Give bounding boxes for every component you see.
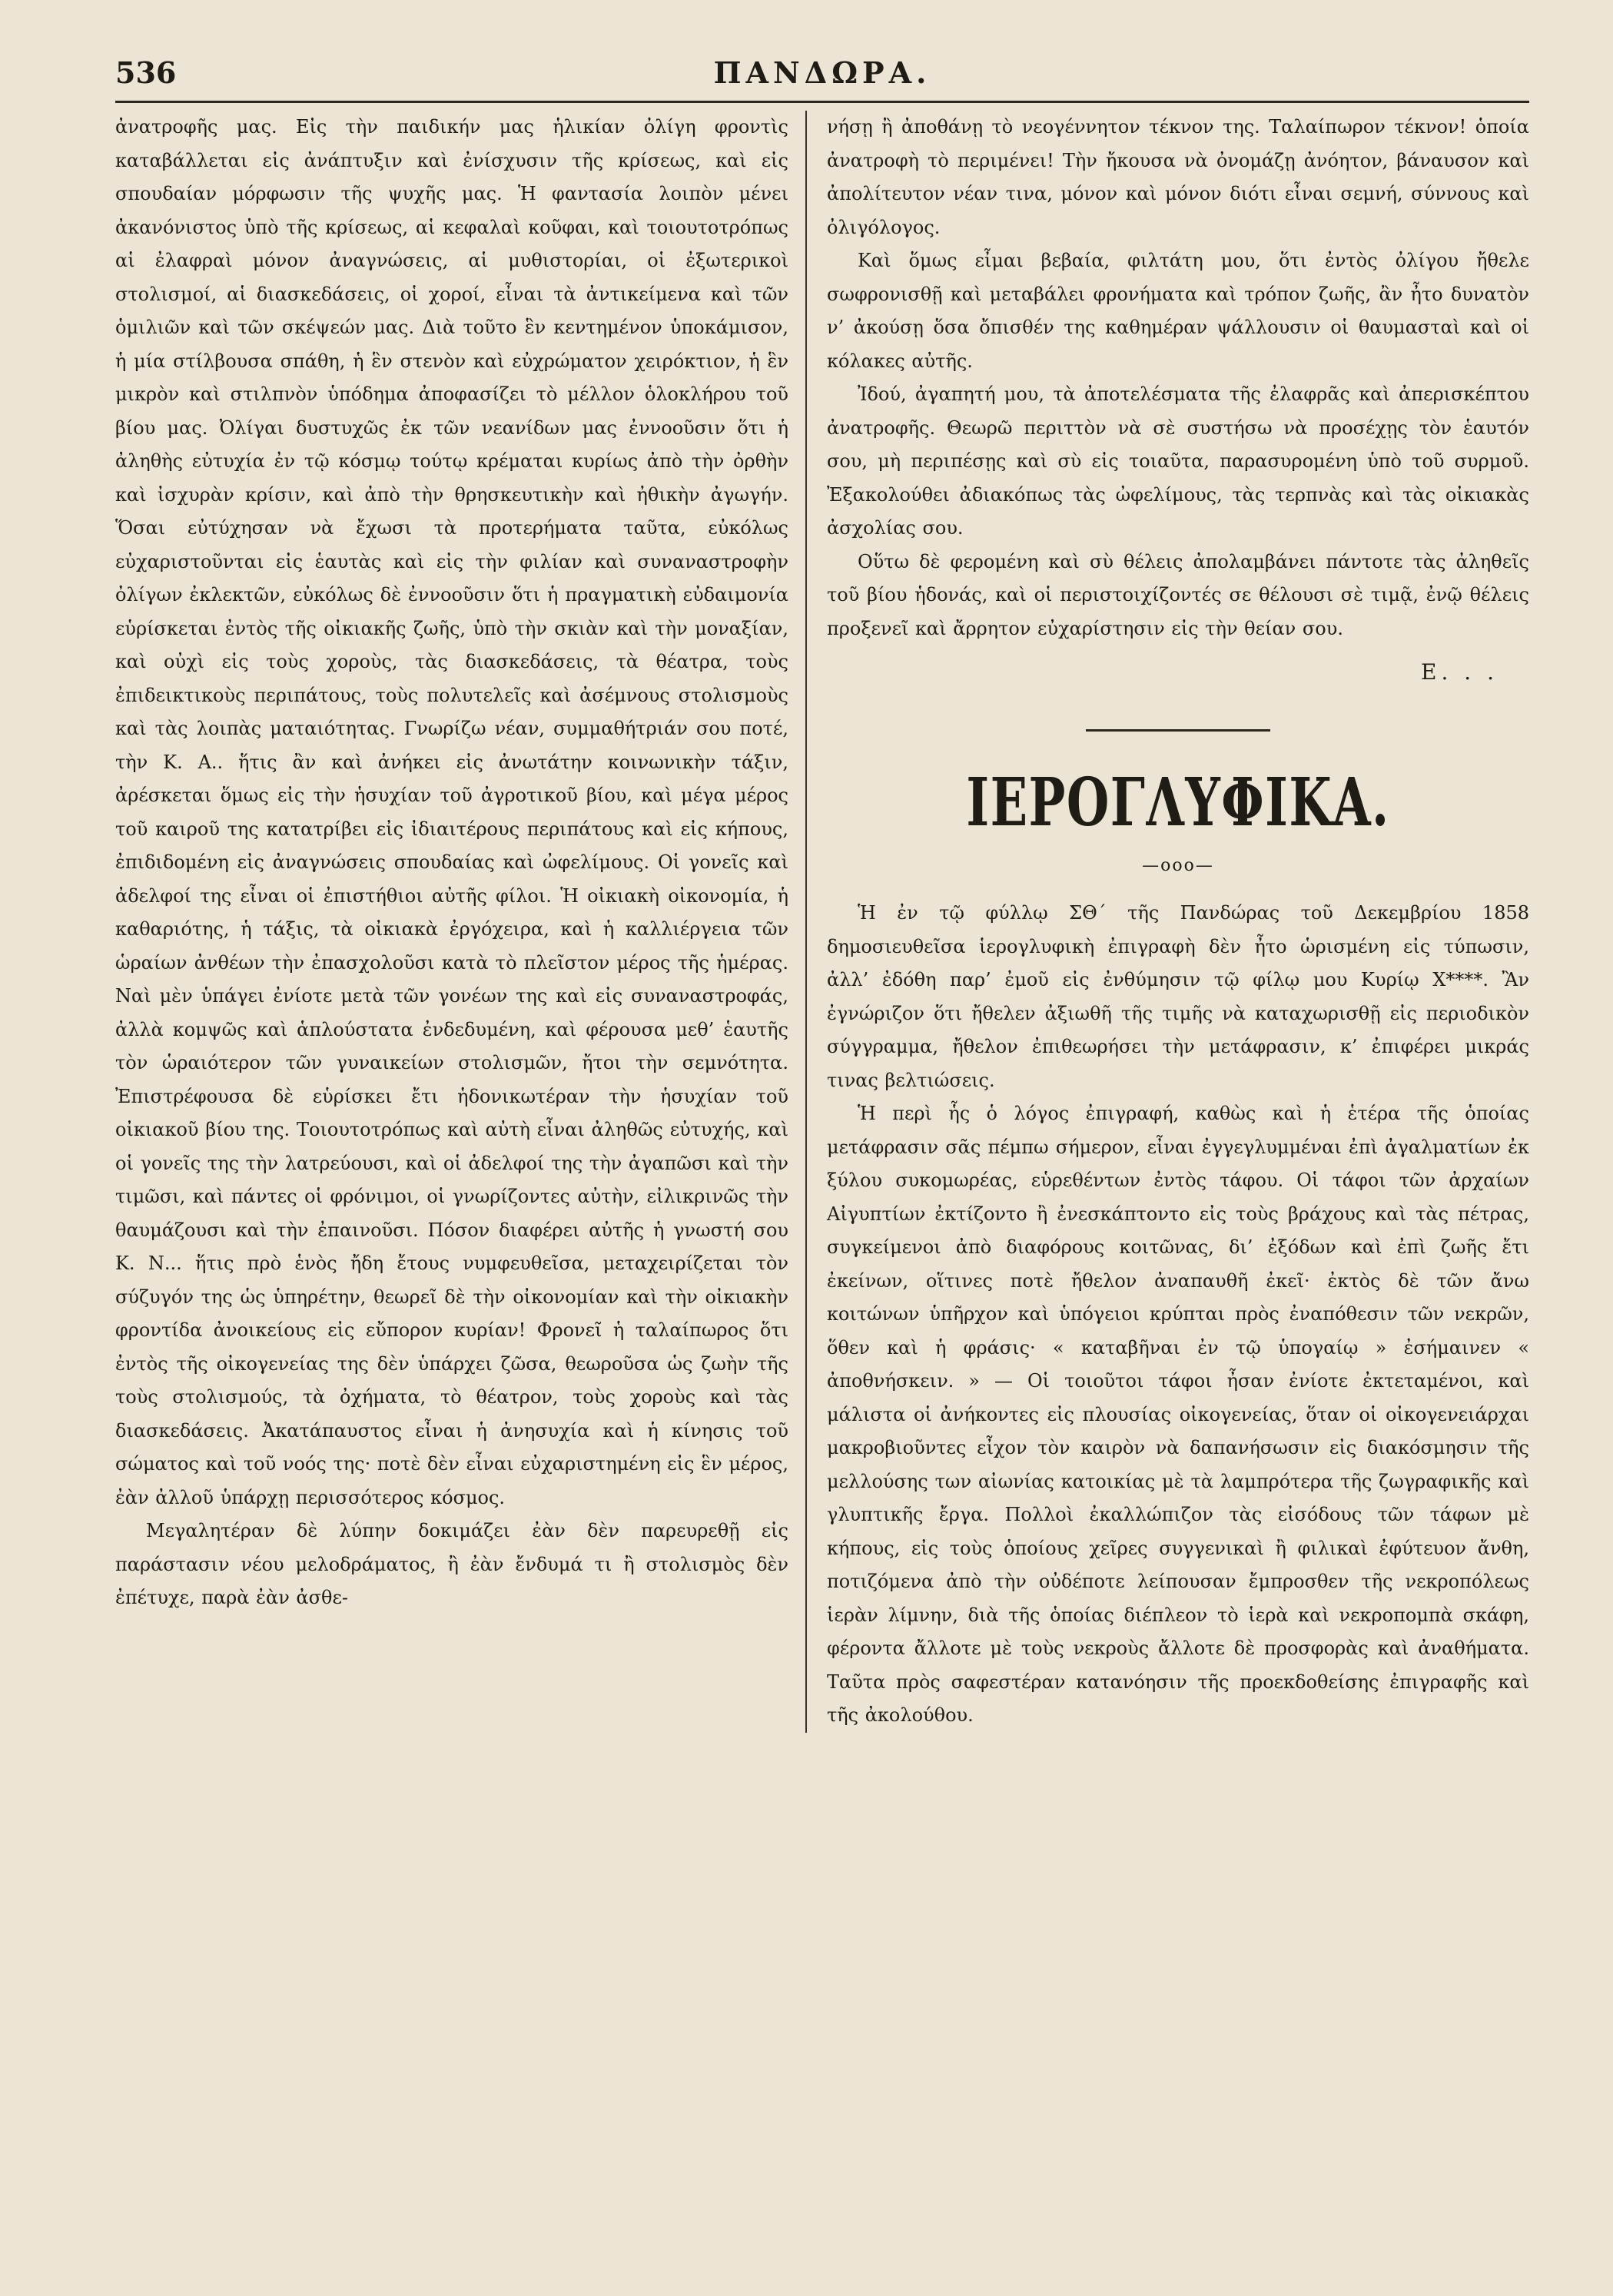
right-column <box>807 111 1529 1733</box>
right-paragraph-1: νήσῃ ἢ ἀποθάνῃ τὸ νεογέννητον τέκνον της. Ταλαίπωρον τέκνον! ὁποία ἀνατροφὴ τὸ περιμένει! Τὴν ἤκουσα νὰ ὀνομάζῃ ἀνόητον, βάναυσον καὶ ἀπολίτευτον νέαν τινα, μόνον καὶ μόνον διότι εἶναι σεμνή, σύννους καὶ ὀλιγόλογος. <box>827 116 1529 238</box>
right-paragraph-4: Οὕτω δὲ φερομένη καὶ σὺ θέλεις ἀπολαμβάνει πάντοτε τὰς ἀληθεῖς τοῦ βίου ἡδονάς, καὶ οἱ περιστοιχίζοντές σε θέλουσι σὲ τιμᾷ, ἐνῷ θέλεις προξενεῖ καὶ ἄρρητον εὐχαρίστησιν εἰς τὴν θείαν σου. <box>827 550 1529 639</box>
section-divider <box>1086 729 1270 732</box>
running-head <box>115 55 1529 90</box>
text-columns <box>115 111 1529 1733</box>
left-column <box>115 111 807 1733</box>
right-paragraph-3: Ἰδού, ἀγαπητή μου, τὰ ἀποτελέσματα τῆς ἐλαφρᾶς καὶ ἀπερισκέπτου ἀνατροφῆς. Θεωρῶ περιττὸν νὰ σὲ συστήσω νὰ προσέχῃς τὸν ἑαυτόν σου, μὴ περιπέσῃς καὶ σὺ εἰς τοιαῦτα, παρασυρομένη ὑπὸ τοῦ συρμοῦ. Ἐξακολούθει ἀδιακόπως τὰς ὠφελίμους, τὰς τερπνὰς καὶ τὰς οἰκιακὰς ἀσχολίας σου. <box>827 383 1529 539</box>
section-title: ΙΕΡΟΓΛΥΦΙΚΑ. <box>966 764 1390 841</box>
right-paragraph-5: Ἡ ἐν τῷ φύλλῳ ΣΘ΄ τῆς Πανδώρας τοῦ Δεκεμβρίου 1858 δημοσιευθεῖσα ἱερογλυφικὴ ἐπιγραφὴ δὲν ἦτο ὡρισμένη εἰς τύπωσιν, ἀλλ’ ἐδόθη παρ’ ἐμοῦ εἰς ἐνθύμησιν τῷ φίλῳ μου Κυρίῳ Χ****. Ἂν ἐγνώριζον ὅτι ἤθελεν ἀξιωθῆ τῆς τιμῆς νὰ καταχωρισθῇ εἰς περιοδικὸν σύγγραμμα, ἤθελον ἐπιθεωρήσει τὴν μετάφρασιν, κ’ ἐπιφέρει μικράς τινας βελτιώσεις. <box>827 902 1529 1091</box>
right-paragraph-2: Καὶ ὅμως εἶμαι βεβαία, φιλτάτη μου, ὅτι ἐντὸς ὀλίγου ἤθελε σωφρονισθῇ καὶ μεταβάλει φρονήματα καὶ τρόπον ζωῆς, ἂν ἦτο δυνατὸν ν’ ἀκούσῃ ὅσα ὄπισθέν της καθημέραν ψάλλουσιν οἱ θαυμασταὶ καὶ οἱ κόλακες αὐτῆς. <box>827 250 1529 372</box>
left-paragraph-2: Μεγαλητέραν δὲ λύπην δοκιμάζει ἐὰν δὲν παρευρεθῇ εἰς παράστασιν νέου μελοδράματος, ἢ ἐὰν ἔνδυμά τι ἢ στολισμὸς δὲν ἐπέτυχε, παρὰ ἐὰν ἀσθε- <box>115 1520 788 1608</box>
letter-signature: Ε. . . <box>1421 659 1498 685</box>
right-paragraph-6: Ἡ περὶ ἧς ὁ λόγος ἐπιγραφή, καθὼς καὶ ἡ ἑτέρα τῆς ὁποίας μετάφρασιν σᾶς πέμπω σήμερον, εἶναι ἐγγεγλυμμέναι ἐπὶ ἀγαλματίων ἐκ ξύλου συκομωρέας, εὑρεθέντων ἐντὸς τάφου. Οἱ τάφοι τῶν ἀρχαίων Αἰγυπτίων ἐκτίζοντο ἢ ἐνεσκάπτοντο εἰς τοὺς βράχους καὶ τὰς πέτρας, συγκείμενοι ἀπὸ διαφόρους κοιτῶνας, δι’ ἐξόδων καὶ ἐπὶ ζωῆς ἔτι ἐκείνων, οἵτινες ποτὲ ἤθελον ἀναπαυθῆ ἐκεῖ· ἐκτὸς δὲ τῶν ἄνω κοιτώνων ὑπῆρχον καὶ ὑπόγειοι κρύπται πρὸς ἐναπόθεσιν τῶν νεκρῶν, ὅθεν καὶ ἡ φράσις· « καταβῆναι ἐν τῷ ὑπογαίῳ » ἐσήμαινεν « ἀποθνήσκειν. » — Οἱ τοιοῦτοι τάφοι ἦσαν ἐνίοτε ἐκτεταμένοι, καὶ μάλιστα οἱ ἀνήκοντες εἰς πλουσίας οἰκογενείας, ὅταν οἱ οἰκογενειάρχαι μακροβιοῦντες εἶχον τὸν καιρὸν νὰ δαπανήσωσιν εἰς διακόσμησιν τῆς μελλούσης των αἰωνίας κατοικίας μὲ τὰ λαμπρότερα τῆς ζωγραφικῆς καὶ γλυπτικῆς ἔργα. Πολλοὶ ἐκαλλώπιζον τὰς εἰσόδους τῶν τάφων μὲ κήπους, εἰς τοὺς ὁποίους χεῖρες συγγενικαὶ ἢ φιλικαὶ ἐφύτευον ἄνθη, ποτιζόμενα ἀπὸ τὴν οὐδέποτε λείπουσαν ἔμπροσθεν τῆς νεκροπόλεως ἱερὰν λίμνην, διὰ τῆς ὁποίας διέπλεον τὸ ἱερὰ καὶ νεκροπομπὰ σκάφη, φέροντα ἄλλοτε μὲ τοὺς νεκροὺς ἄλλοτε δὲ προσφορὰς καὶ ἀναθήματα. Ταῦτα πρὸς σαφεστέραν κατανόησιν τῆς προεκδοθείσης ἐπιγραφῆς καὶ τῆς ἀκολούθου. <box>827 1103 1529 1726</box>
section-ornament: —ooo— <box>1142 856 1214 875</box>
header-rule <box>115 101 1529 103</box>
page-number: 536 <box>115 55 177 90</box>
journal-title: ΠΑΝΔΩΡΑ. <box>713 55 931 90</box>
left-paragraph-1: ἀνατροφῆς μας. Εἰς τὴν παιδικήν μας ἡλικίαν ὀλίγη φροντὶς καταβάλλεται εἰς ἀνάπτυξιν καὶ ἐνίσχυσιν τῆς κρίσεως, καὶ εἰς σπουδαίαν μόρφωσιν τῆς ψυχῆς μας. Ἡ φαντασία λοιπὸν μένει ἀκανόνιστος ὑπὸ τῆς κρίσεως, αἱ κεφαλαὶ κοῦφαι, καὶ τοιουτοτρόπως αἱ ἐλαφραὶ μόνον ἀναγνώσεις, αἱ μυθιστορίαι, οἱ ἐξωτερικοὶ στολισμοί, αἱ διασκεδάσεις, οἱ χοροί, εἶναι τὰ ἀντικείμενα καὶ τῶν ὁμιλιῶν καὶ τῶν σκέψεών μας. Διὰ τοῦτο ἓν κεντημένον ὑποκάμισον, ἡ μία στίλβουσα σπάθη, ἡ ἓν στενὸν καὶ εὐχρώματον χειρόκτιον, ἡ ἓν μικρὸν καὶ στιλπνὸν ὑπόδημα ἀποφασίζει τὸ μέλλον ὁλοκλήρου τοῦ βίου μας. Ὀλίγαι δυστυχῶς ἐκ τῶν νεανίδων μας ἐννοοῦσιν ὅτι ἡ ἀληθὴς εὐτυχία ἐν τῷ κόσμῳ τούτῳ κρέμαται κυρίως ἀπὸ τὴν ὀρθὴν καὶ ἰσχυρὰν κρίσιν, καὶ ἀπὸ τὴν θρησκευτικὴν καὶ ἠθικὴν ἀγωγήν. Ὅσαι εὐτύχησαν νὰ ἔχωσι τὰ προτερήματα ταῦτα, εὐκόλως εὐχαριστοῦνται εἰς ἑαυτὰς καὶ εἰς τὴν φιλίαν καὶ συναναστροφὴν ὀλίγων ἐκλεκτῶν, εὐκόλως δὲ ἐννοοῦσιν ὅτι ἡ πραγματικὴ εὐδαιμονία εὑρίσκεται ἐντὸς τῆς οἰκιακῆς ζωῆς, ὑπὸ τὴν σκιὰν καὶ τὴν μοναξίαν, καὶ οὐχὶ εἰς τοὺς χοροὺς, τὰς διασκεδάσεις, τὰ θέατρα, τοὺς ἐπιδεικτικοὺς περιπάτους, τοὺς πολυτελεῖς καὶ ἀσέμνους στολισμοὺς καὶ τὰς λοιπὰς ματαιότητας. Γνωρίζω νέαν, συμμαθήτριάν σου ποτέ, τὴν Κ. Α.. ἥτις ἂν καὶ ἀνήκει εἰς ἀνωτάτην κοινωνικὴν τάξιν, ἀρέσκεται ὅμως εἰς τὴν ἡσυχίαν τοῦ ἀγροτικοῦ βίου, καὶ μέγα μέρος τοῦ καιροῦ της κατατρίβει εἰς ἰδιαιτέρους περιπάτους καὶ εἰς κήπους, ἐπιδιδομένη εἰς ἀναγνώσεις σπουδαίας καὶ ὠφελίμους. Οἱ γονεῖς καὶ ἀδελφοί της εἶναι οἱ ἐπιστήθιοι αὐτῆς φίλοι. Ἡ οἰκιακὴ οἰκονομία, ἡ καθαριότης, ἡ τάξις, τὰ οἰκιακὰ ἐργόχειρα, καὶ ἡ καλλιέργεια τῶν ὡραίων ἀνθέων τὴν ἐπασχολοῦσι κατὰ τὸ πλεῖστον μέρος τῆς ἡμέρας. Ναὶ μὲν ὑπάγει ἐνίοτε μετὰ τῶν γονέων της καὶ εἰς συναναστροφάς, ἀλλὰ κομψῶς καὶ ἁπλούστατα ἐνδεδυμένη, καὶ φέρουσα μεθ’ ἑαυτῆς τὸν ὡραιότερον τῶν γυναικείων στολισμῶν, ἤτοι τὴν σεμνότητα. Ἐπιστρέφουσα δὲ εὑρίσκει ἔτι ἡδονικωτέραν τὴν ἡσυχίαν τοῦ οἰκιακοῦ βίου της. Τοιουτοτρόπως καὶ αὐτὴ εἶναι ἀληθῶς εὐτυχής, καὶ οἱ γονεῖς της τὴν λατρεύουσι, καὶ οἱ ἀδελφοί της τὴν ἀγαπῶσι καὶ τὴν τιμῶσι, καὶ πάντες οἱ φρόνιμοι, οἱ γνωρίζοντες αὐτὴν, εἰλικρινῶς τὴν θαυμάζουσι καὶ τὴν ἐπαινοῦσι. Πόσον διαφέρει αὐτῆς ἡ γνωστή σου Κ. Ν... ἥτις πρὸ ἑνὸς ἤδη ἔτους νυμφευθεῖσα, μεταχειρίζεται τὸν σύζυγόν της ὡς ὑπηρέτην, θεωρεῖ δὲ τὴν οἰκονομίαν καὶ τὴν οἰκιακὴν φροντίδα ἀνοικείους εἰς εὔπορον κυρίαν! Φρονεῖ ἡ ταλαίπωρος ὅτι ἐντὸς τῆς οἰκογενείας της δὲν ὑπάρχει ζῶσα, θεωροῦσα ὡς ζωὴν τῆς τοὺς στολισμούς, τὰ ὀχήματα, τὸ θέατρον, τοὺς χοροὺς καὶ τὰς διασκεδάσεις. Ἀκατάπαυστος εἶναι ἡ ἀνησυχία καὶ ἡ κίνησις τοῦ σώματος καὶ τοῦ νοός της· ποτὲ δὲν εἶναι εὐχαριστημένη εἰς ἓν μέρος, ἐὰν ἀλλοῦ ὑπάρχῃ περισσότερος κόσμος. <box>115 116 788 1508</box>
